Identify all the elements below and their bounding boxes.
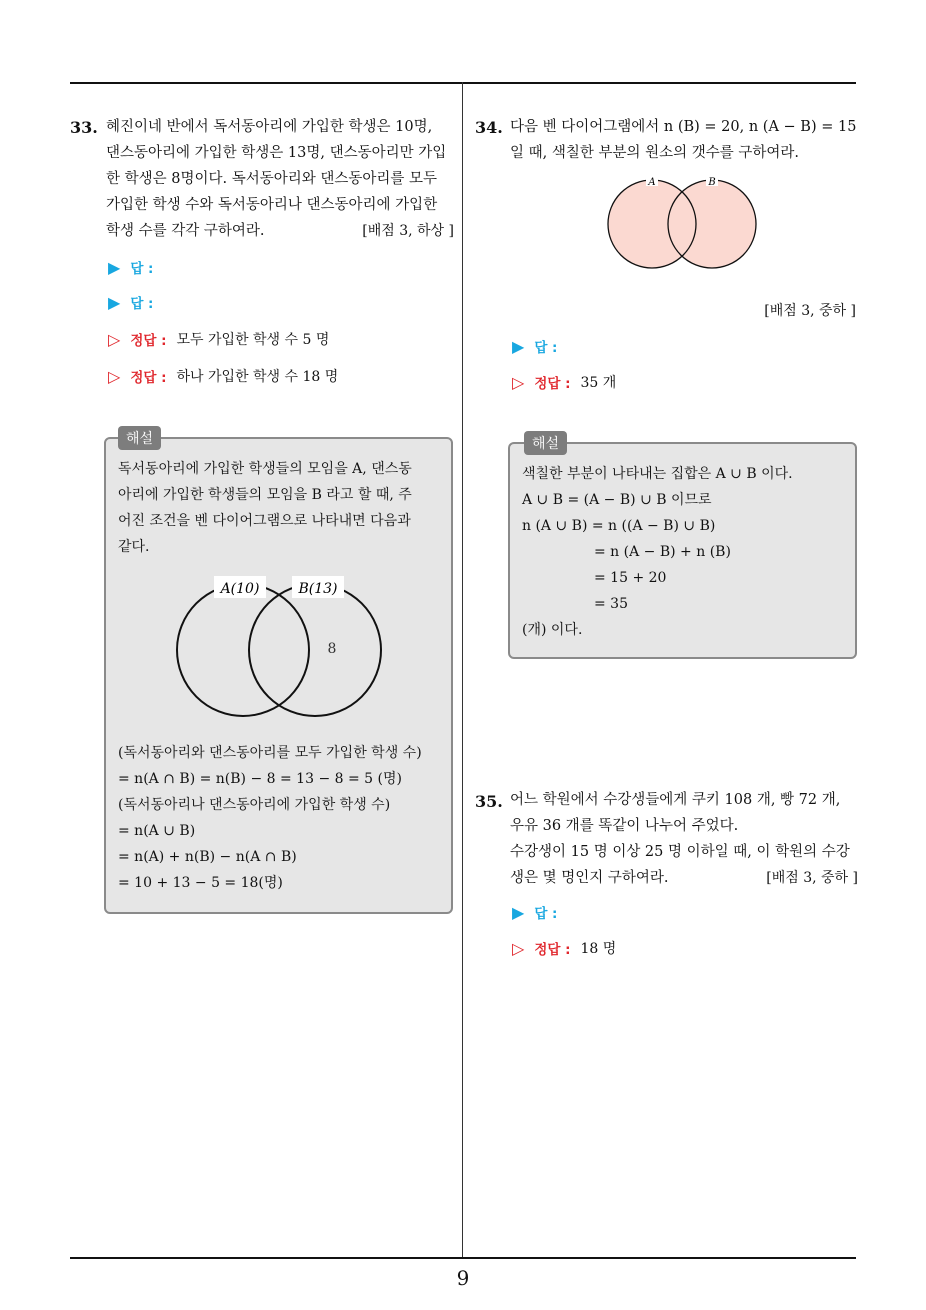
q33-text: [106, 114, 454, 244]
solution-line: (독서동아리와 댄스동아리를 모두 가입한 학생 수): [118, 745, 422, 761]
solution-line: A ∪ B = (A − B) ∪ B 이므로: [522, 492, 712, 508]
q33-venn-diagram: [160, 566, 400, 726]
q34-line: 다음 벤 다이어그램에서 n (B) = 20, n (A − B) = 15: [510, 119, 857, 135]
outline-triangle-icon: ▷: [108, 329, 121, 349]
q34-solution-tag: 해설: [524, 431, 567, 455]
play-triangle-icon: ▶: [512, 336, 525, 356]
outline-triangle-icon: ▷: [512, 938, 525, 958]
q33-correct-2: 하나 가입한 학생 수 18 명: [176, 369, 339, 385]
q35-line: 어느 학원에서 수강생들에게 쿠키 108 개, 빵 72 개,: [510, 792, 841, 808]
play-triangle-icon: ▶: [108, 257, 121, 277]
correct-label: 정답 :: [534, 942, 571, 958]
solution-line: = 10 + 13 − 5 = 18(명): [118, 875, 283, 891]
solution-line: (개) 이다.: [522, 622, 583, 638]
play-triangle-icon: ▶: [512, 902, 525, 922]
q33-correct-row-2: [108, 366, 338, 386]
q34-correct-row: [512, 372, 616, 392]
q34-solution-text: [522, 461, 852, 643]
solution-line: 같다.: [118, 539, 150, 555]
outline-triangle-icon: ▷: [108, 366, 121, 386]
q33-solution-tag: 해설: [118, 426, 161, 450]
q33-correct-1: 모두 가입한 학생 수 5 명: [176, 332, 330, 348]
q33-answer-row-1: [108, 257, 153, 277]
q34-answer-row: [512, 336, 557, 356]
column-divider: [462, 82, 463, 1258]
solution-line: = n(A ∪ B): [118, 823, 196, 839]
venn-label-a: A: [648, 177, 656, 188]
q33-solution-intro: [118, 456, 444, 560]
q34-correct: 35 개: [580, 375, 617, 391]
venn-label-b: B: [708, 177, 716, 188]
answer-label: 답 :: [130, 296, 154, 312]
answer-label: 답 :: [130, 261, 154, 277]
q35-line: [510, 865, 858, 891]
q35-number: 35.: [475, 792, 503, 811]
q33-line: 댄스동아리에 가입한 학생은 13명, 댄스동아리만 가입: [106, 145, 447, 161]
solution-line: 독서동아리에 가입한 학생들의 모임을 A, 댄스동: [118, 461, 412, 477]
venn-label-b: B(13): [298, 581, 338, 597]
solution-line: = 15 + 20: [594, 570, 667, 586]
solution-line: = n(A) + n(B) − n(A ∩ B): [118, 849, 297, 865]
q33-line: 한 학생은 8명이다. 독서동아리와 댄스동아리를 모두: [106, 171, 438, 187]
q33-line-last: 학생 수를 각각 구하여라.: [106, 223, 265, 239]
q35-line-last: 생은 몇 명인지 구하여라.: [510, 870, 669, 886]
q35-text: [510, 787, 858, 891]
solution-line: = n(A ∩ B) = n(B) − 8 = 13 − 8 = 5 (명): [118, 771, 402, 787]
answer-label: 답 :: [534, 906, 558, 922]
q34-points: [배점 3, 중하 ]: [764, 303, 856, 319]
solution-line: 아리에 가입한 학생들의 모임을 B 라고 할 때, 주: [118, 487, 412, 503]
q33-answer-row-2: [108, 292, 153, 312]
correct-label: 정답 :: [130, 333, 167, 349]
q33-line: 가입한 학생 수와 독서동아리나 댄스동아리에 가입한: [106, 197, 438, 213]
venn-label-a: A(10): [220, 581, 260, 597]
q35-points: [배점 3, 중하 ]: [766, 870, 858, 886]
q34-text: [510, 114, 858, 166]
solution-line: 어진 조건을 벤 다이어그램으로 나타내면 다음과: [118, 513, 411, 529]
q33-correct-row-1: [108, 329, 329, 349]
q34-venn-diagram: [600, 172, 770, 277]
venn-circle-b: [249, 584, 381, 716]
q34-line: 일 때, 색칠한 부분의 원소의 갯수를 구하여라.: [510, 145, 799, 161]
q35-answer-row: [512, 902, 557, 922]
venn-value: 8: [327, 641, 337, 657]
top-rule: [70, 82, 856, 84]
bottom-rule: [70, 1257, 856, 1259]
solution-line: 색칠한 부분이 나타내는 집합은 A ∪ B 이다.: [522, 466, 793, 482]
q33-solution-steps: [118, 740, 448, 896]
play-triangle-icon: ▶: [108, 292, 121, 312]
venn-circle-a: [177, 584, 309, 716]
q35-line: 우유 36 개를 똑같이 나누어 주었다.: [510, 818, 739, 834]
answer-label: 답 :: [534, 340, 558, 356]
q35-correct-row: [512, 938, 616, 958]
q33-line: 혜진이네 반에서 독서동아리에 가입한 학생은 10명,: [106, 119, 433, 135]
solution-line: = n (A − B) + n (B): [594, 544, 731, 560]
q33-points: [배점 3, 하상 ]: [362, 223, 454, 239]
page-number: 9: [456, 1266, 470, 1290]
q33-number: 33.: [70, 118, 98, 137]
solution-line: n (A ∪ B) = n ((A − B) ∪ B): [522, 518, 716, 534]
q35-correct: 18 명: [580, 941, 617, 957]
solution-line: (독서동아리나 댄스동아리에 가입한 학생 수): [118, 797, 391, 813]
correct-label: 정답 :: [130, 370, 167, 386]
correct-label: 정답 :: [534, 376, 571, 392]
q33-line: [106, 218, 454, 244]
q35-line: 수강생이 15 명 이상 25 명 이하일 때, 이 학원의 수강: [510, 844, 850, 860]
q34-number: 34.: [475, 118, 503, 137]
solution-line: = 35: [594, 596, 628, 612]
outline-triangle-icon: ▷: [512, 372, 525, 392]
